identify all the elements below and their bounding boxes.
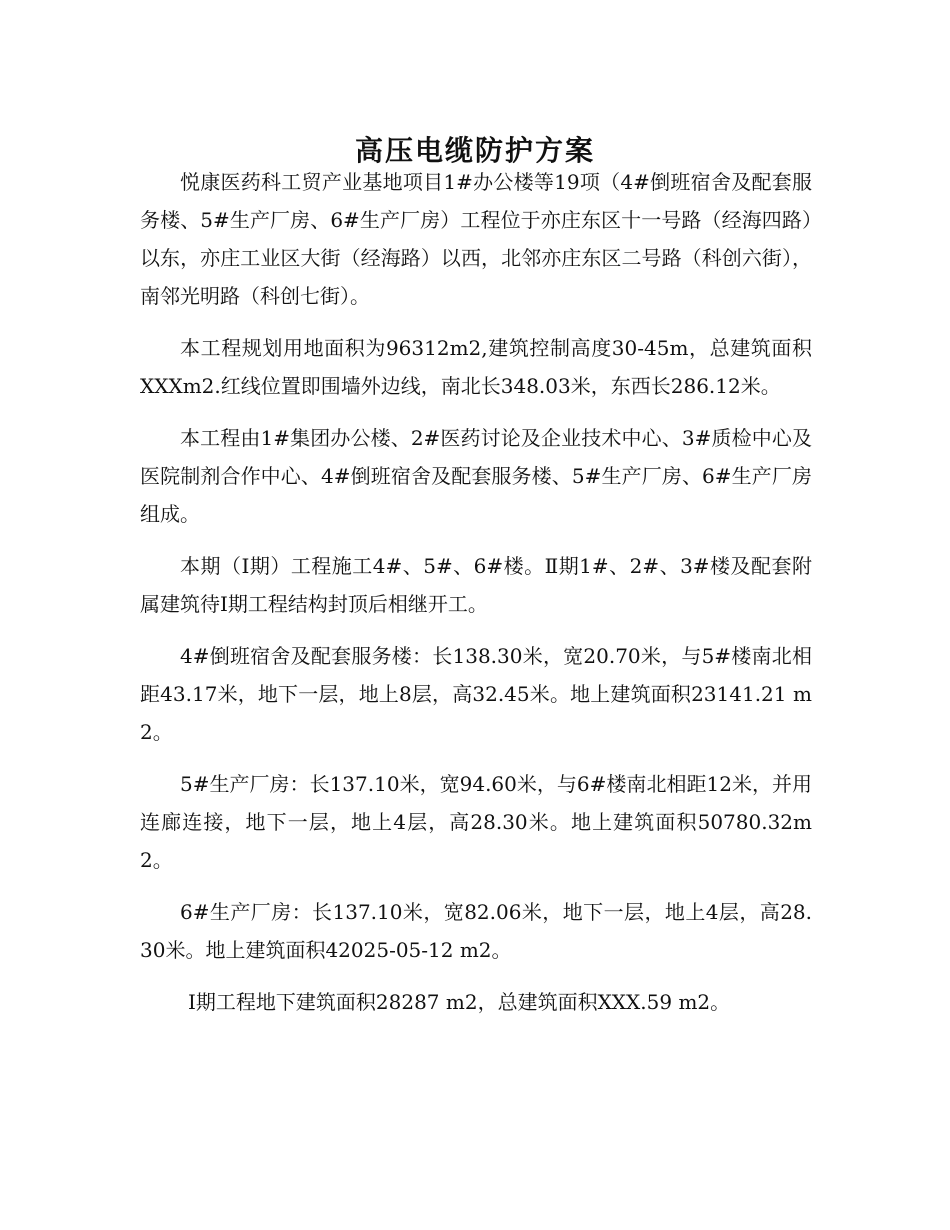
document-body <box>140 163 812 1035</box>
paragraph-building-5: 5#生产厂房：长137.10米，宽94.60米，与6#楼南北相距12米，并用连廊连接，地下一层，地上4层，高28.30米。地上建筑面积50780.32m2。 <box>140 772 812 872</box>
paragraph-building-composition: 本工程由1#集团办公楼、2#医药讨论及企业技术中心、3#质检中心及医院制剂合作中心、4#倒班宿舍及配套服务楼、5#生产厂房、6#生产厂房组成。 <box>140 426 812 526</box>
document-title: 高压电缆防护方案 <box>354 133 595 167</box>
paragraph-site-area: 本工程规划用地面积为96312m2,建筑控制高度30-45m，总建筑面积XXXm2.红线位置即围墙外边线，南北长348.03米，东西长286.12米。 <box>140 336 812 398</box>
paragraph-building-6: 6#生产厂房：长137.10米，宽82.06米，地下一层，地上4层，高28.30米。地上建筑面积42025-05-12 m2。 <box>140 900 812 962</box>
paragraph-construction-phases: 本期（Ⅰ期）工程施工4#、5#、6#楼。Ⅱ期1#、2#、3#楼及配套附属建筑待Ⅰ期工程结构封顶后相继开工。 <box>140 554 812 616</box>
paragraph-phase-1-area: Ⅰ期工程地下建筑面积28287 m2，总建筑面积XXX.59 m2。 <box>188 990 731 1014</box>
paragraph-building-4: 4#倒班宿舍及配套服务楼：长138.30米，宽20.70米，与5#楼南北相距43.17米，地下一层，地上8层，高32.45米。地上建筑面积23141.21 m2。 <box>140 644 812 744</box>
paragraph-project-location: 悦康医药科工贸产业基地项目1#办公楼等19项（4#倒班宿舍及配套服务楼、5#生产厂房、6#生产厂房）工程位于亦庄东区十一号路（经海四路）以东，亦庄工业区大街（经海路）以西，北邻亦庄东区二号路（科创六街），南邻光明路（科创七街）。 <box>140 170 812 308</box>
